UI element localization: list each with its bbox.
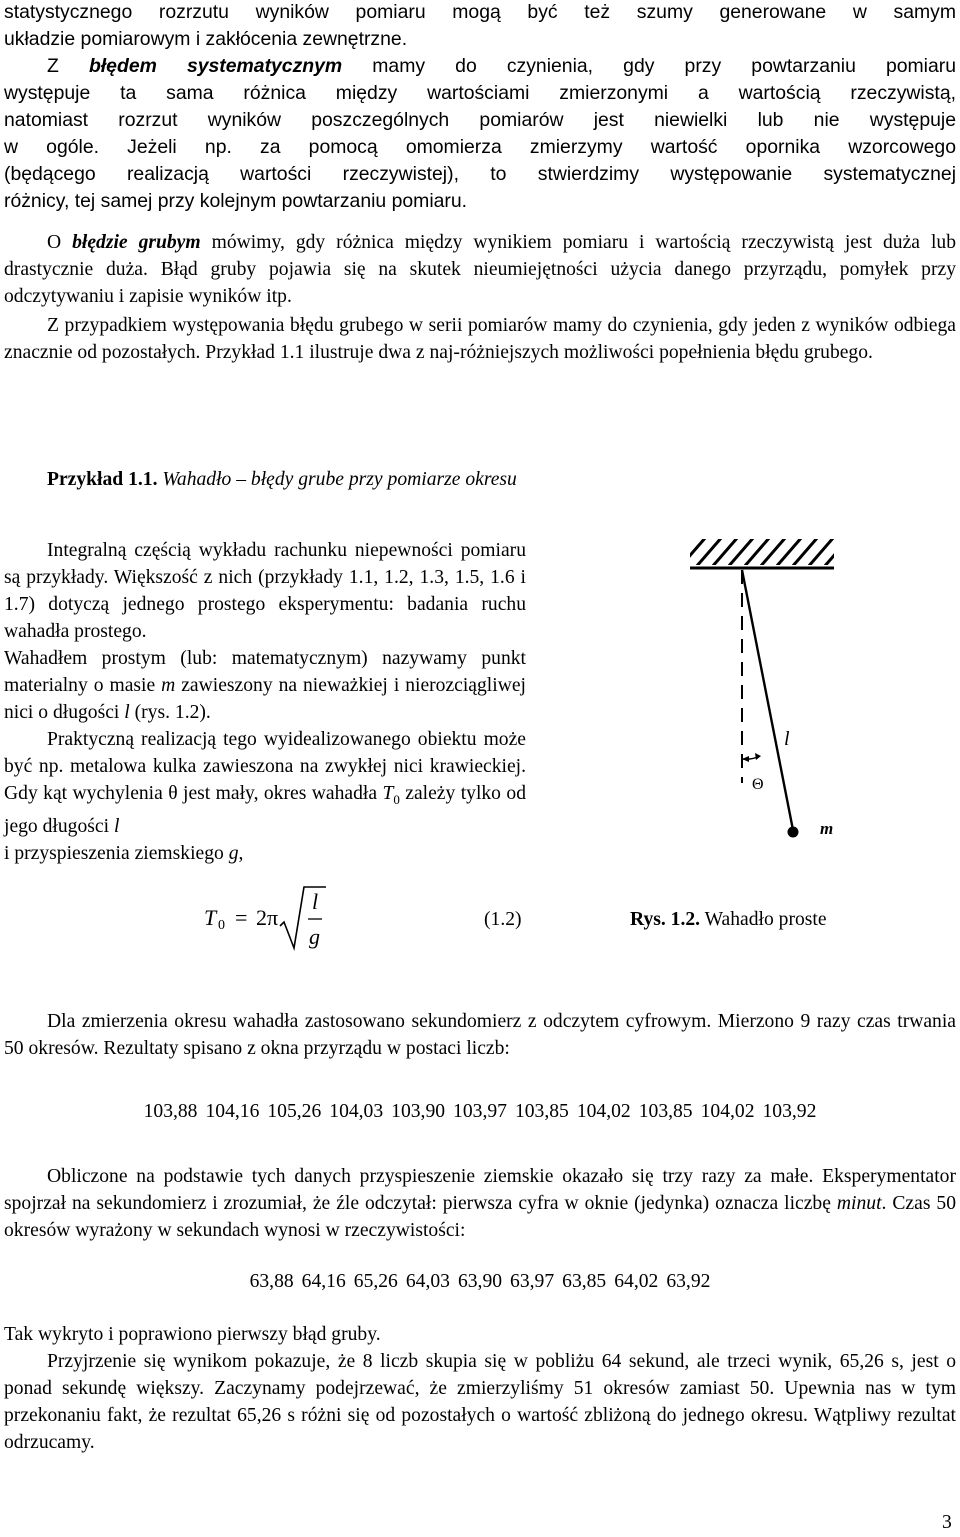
seconds-value: 65,26 xyxy=(353,1271,398,1292)
measurement-intro: Dla zmierzenia okresu wahadła zastosowano sekundomierz z odczytem cyfrowym. Mierzono 9 razy czas trwania 50 okresów. Rezultaty spisano z okna przyrządu w postaci liczb: xyxy=(4,1011,956,1059)
systematic-error-term: błędem systematycznym xyxy=(88,55,343,77)
misread-paragraph: Obliczone na podstawie tych danych przyspieszenie ziemskie okazało się trzy razy za małe. Eksperymentator spojrzał na sekundomierz i zrozumiał, że źle odczytał: pierwsza cyfra w oknie (jedynka) oznacza liczbę minut. Czas 50 okresów wyrażony w sekundach wynosi w rzeczywistości: xyxy=(4,1166,956,1241)
formula-numerator: l xyxy=(312,889,319,914)
misread-section xyxy=(4,1163,956,1244)
period-formula xyxy=(200,884,380,964)
measurement-section xyxy=(4,1008,956,1062)
practical-realization-paragraph: Praktyczną realizacją tego wyidealizowanego obiektu może być np. metalowa kulka zawieszona na zwykłej nici krawieckiej. Gdy kąt wychylenia θ jest mały, okres wahadła $T_0$ zależy tylko od jego długości l i przyspieszenia ziemskiego g, xyxy=(4,729,526,864)
raw-values-row xyxy=(0,1098,960,1125)
systematic-line-6: różnicy, tej samej przy kolejnym powtarzaniu pomiaru. xyxy=(4,190,468,212)
raw-value: 104,03 xyxy=(329,1101,384,1122)
gross-error-case-paragraph: Z przypadkiem występowania błędu grubego w serii pomiarów mamy do czynienia, gdy jeden z wyników odbiega znacznie od pozostałych. Przykład 1.1 ilustruje dwa z naj-różniejszych możliwości popełnienia błędu grubego. xyxy=(4,315,956,363)
intro-section xyxy=(4,0,956,215)
formula-equals: = xyxy=(235,905,248,930)
example-title: Wahadło – błędy grube przy pomiarze okresu xyxy=(162,469,517,490)
intro-line-1: statystycznego rozrzutu wyników pomiaru mogą być też szumy generowane w samym xyxy=(4,1,956,23)
raw-value: 103,92 xyxy=(762,1101,817,1122)
formula-T: T xyxy=(204,905,217,930)
raw-value: 105,26 xyxy=(267,1101,322,1122)
seconds-value: 63,85 xyxy=(562,1271,607,1292)
systematic-line-5: (będącego realizacją wartości rzeczywistej), to stwierdzimy występowanie systematycznej xyxy=(4,163,956,185)
simple-pendulum-definition: Wahadłem prostym (lub: matematycznym) nazywamy punkt materialny o masie m zawieszony na nieważkiej i nierozciągliwej nici o długości l (rys. 1.2). xyxy=(4,648,526,723)
pendulum-description xyxy=(4,537,526,867)
examples-intro-paragraph: Integralną częścią wykładu rachunku niepewności pomiaru są przykłady. Większość z nich (przykłady 1.1, 1.2, 1.3, 1.5, 1.6 i 1.7) dotyczą jednego prostego eksperymentu: badania ruchu wahadła prostego. xyxy=(4,540,526,642)
second-error-paragraph: Przyjrzenie się wynikom pokazuje, że 8 liczb skupia się w pobliżu 64 sekund, ale trzeci wynik, 65,26 s, jest o ponad sekundę większy. Zaczynamy podejrzewać, że zmierzyliśmy 51 okresów zamiast 50. Upewnia nas w tym przekonaniu fakt, że rezultat 65,26 s różni się od pozostałych o wartość zbliżoną do jednego okresu. Wątpliwy rezultat odrzucamy. xyxy=(4,1351,956,1453)
figure-caption: Rys. 1.2. Wahadło proste xyxy=(630,909,827,930)
pendulum-figure xyxy=(660,535,860,855)
seconds-value: 64,02 xyxy=(614,1271,659,1292)
example-heading xyxy=(47,466,517,493)
intro-line-2: układzie pomiarowym i zakłócenia zewnętrzne. xyxy=(4,28,408,50)
raw-values xyxy=(144,1101,817,1122)
seconds-value: 63,90 xyxy=(457,1271,503,1292)
systematic-error-paragraph xyxy=(4,53,956,215)
seconds-value: 64,03 xyxy=(405,1271,450,1292)
formula-number: (1.2) xyxy=(484,909,522,930)
raw-value: 103,85 xyxy=(638,1101,693,1122)
formula-coefficient: 2π xyxy=(256,905,279,930)
gross-error-paragraph: O błędzie grubym mówimy, gdy różnica między wynikiem pomiaru i wartością rzeczywistą jest duża lub drastycznie duża. Błąd gruby pojawia się na skutek nieumiejętności użycia danego przyrządu, pomyłek przy odczytywaniu i zapisie wyników itp. xyxy=(4,232,956,307)
conclusion-section xyxy=(4,1321,956,1456)
angle-arrow-left xyxy=(742,756,749,762)
first-error-corrected: Tak wykryto i poprawiono pierwszy błąd gruby. xyxy=(4,1324,381,1345)
ceiling-hatching xyxy=(680,537,850,567)
gross-error-term: błędzie grubym xyxy=(72,232,201,253)
sqrt-sign xyxy=(278,884,328,954)
example-label: Przykład 1.1. xyxy=(47,469,158,490)
seconds-values-row xyxy=(0,1268,960,1295)
systematic-line-3: natomiast rozrzut wyników poszczególnych pomiarów jest niewielki lub nie występuje xyxy=(4,109,956,131)
systematic-line-1: Z błędem systematycznym mamy do czynienia, gdy przy powtarzaniu pomiaru xyxy=(47,55,957,77)
raw-value: 104,02 xyxy=(700,1101,755,1122)
formula-sub: 0 xyxy=(218,918,225,933)
raw-value: 104,02 xyxy=(576,1101,631,1122)
systematic-line-2: występuje ta sama różnica między wartościami zmierzonymi a wartością rzeczywistą, xyxy=(4,82,956,104)
gross-error-section xyxy=(4,229,956,366)
raw-value: 103,90 xyxy=(391,1101,446,1122)
seconds-value: 64,16 xyxy=(301,1271,346,1292)
formula-denominator: g xyxy=(309,924,320,949)
pendulum-string xyxy=(742,570,793,830)
page-number: 3 xyxy=(942,1512,952,1533)
angle-label: Θ xyxy=(752,776,764,793)
raw-value: 103,97 xyxy=(453,1101,507,1122)
length-label: l xyxy=(784,728,790,750)
raw-value: 103,85 xyxy=(514,1101,569,1122)
raw-value: 103,88 xyxy=(143,1101,198,1122)
seconds-values xyxy=(250,1271,711,1292)
seconds-value: 63,88 xyxy=(249,1271,294,1292)
angle-arrow-right xyxy=(755,753,761,760)
raw-value: 104,16 xyxy=(205,1101,260,1122)
mass-label: m xyxy=(820,819,834,838)
seconds-value: 63,92 xyxy=(666,1271,711,1292)
seconds-value: 63,97 xyxy=(510,1271,555,1292)
systematic-line-4: w ogóle. Jeżeli np. za pomocą omomierza zmierzymy wartość opornika wzorcowego xyxy=(4,136,956,158)
pendulum-bob xyxy=(788,827,799,838)
